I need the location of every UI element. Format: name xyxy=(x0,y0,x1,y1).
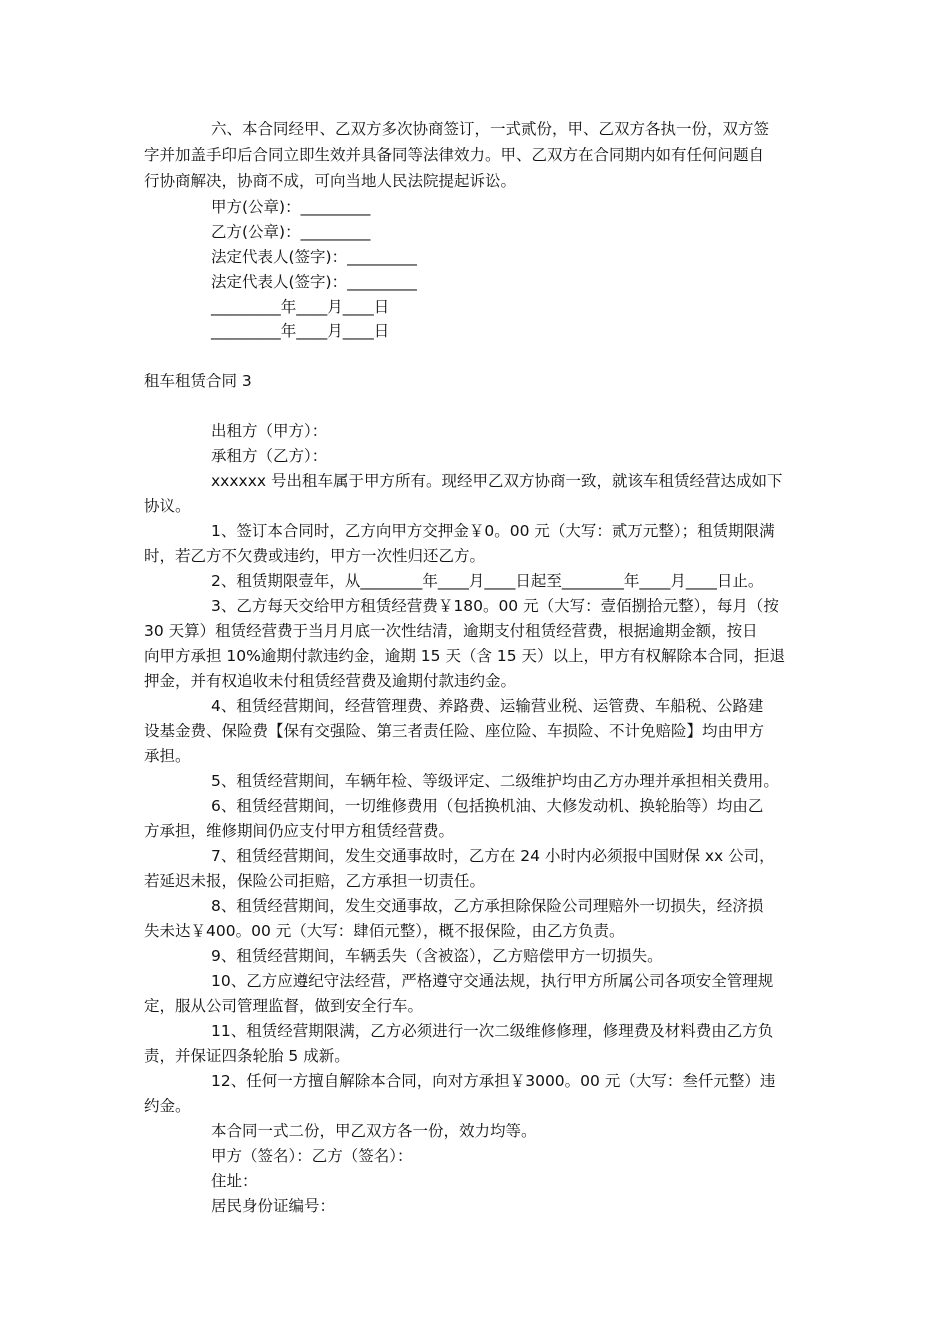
item-6-line-1: 6、租赁经营期间，一切维修费用（包括换机油、大修发动机、换轮胎等）均由乙 xyxy=(211,797,764,815)
clause-6-line-3: 行协商解决，协商不成，可向当地人民法院提起诉讼。 xyxy=(144,172,517,190)
item-4-line-3: 承担。 xyxy=(144,747,191,765)
item-12-line-2: 约金。 xyxy=(144,1097,191,1115)
item-9-line-1: 9、租赁经营期间，车辆丢失（含被盗），乙方赔偿甲方一切损失。 xyxy=(211,947,663,965)
clause-6-line-1: 六、本合同经甲、乙双方多次协商签订，一式贰份，甲、乙双方各执一份，双方签 xyxy=(211,120,770,138)
item-1-line-1: 1、签订本合同时，乙方向甲方交押金￥0。00 元（大写：贰万元整）；租赁期限满 xyxy=(211,522,775,540)
signature-party-b-seal: 乙方(公章)：_________ xyxy=(211,223,371,241)
item-10-line-1: 10、乙方应遵纪守法经营，严格遵守交通法规，执行甲方所属公司各项安全管理规 xyxy=(211,972,774,990)
item-5-line-1: 5、租赁经营期间，车辆年检、等级评定、二级维护均由乙方办理并承担相关费用。 xyxy=(211,772,779,790)
signature-legal-rep-1: 法定代表人(签字)：_________ xyxy=(211,248,417,266)
item-10-line-2: 定，服从公司管理监督，做到安全行车。 xyxy=(144,997,424,1015)
item-2-line-1: 2、租赁期限壹年，从________年____月____日起至________年____月____日止。 xyxy=(211,572,764,590)
signature-date-1: _________年____月____日 xyxy=(211,298,390,316)
item-11-line-1: 11、租赁经营期限满，乙方必须进行一次二级维修修理，修理费及材料费由乙方负 xyxy=(211,1022,774,1040)
closing-address: 住址： xyxy=(211,1172,258,1190)
item-7-line-1: 7、租赁经营期间，发生交通事故时，乙方在 24 小时内必须报中国财保 xx 公司， xyxy=(211,847,775,865)
intro-line-2: 协议。 xyxy=(144,497,191,515)
item-8-line-2: 失未达￥400。00 元（大写：肆佰元整），概不报保险，由乙方负责。 xyxy=(144,922,625,940)
item-7-line-2: 若延迟未报，保险公司拒赔，乙方承担一切责任。 xyxy=(144,872,486,890)
item-11-line-2: 责，并保证四条轮胎 5 成新。 xyxy=(144,1047,350,1065)
closing-copies: 本合同一式二份，甲乙双方各一份，效力均等。 xyxy=(211,1122,537,1140)
item-4-line-2: 设基金费、保险费【保有交强险、第三者责任险、座位险、车损险、不计免赔险】均由甲方 xyxy=(144,722,765,740)
item-1-line-2: 时，若乙方不欠费或违约，甲方一次性归还乙方。 xyxy=(144,547,486,565)
signature-legal-rep-2: 法定代表人(签字)：_________ xyxy=(211,273,417,291)
item-12-line-1: 12、任何一方擅自解除本合同，向对方承担￥3000。00 元（大写：叁仟元整）违 xyxy=(211,1072,776,1090)
intro-line-1: xxxxxx 号出租车属于甲方所有。现经甲乙双方协商一致，就该车租赁经营达成如下 xyxy=(211,472,783,490)
signature-party-a-seal: 甲方(公章)：_________ xyxy=(211,198,371,216)
item-3-line-4: 押金，并有权追收未付租赁经营费及逾期付款违约金。 xyxy=(144,672,517,690)
item-4-line-1: 4、租赁经营期间，经营管理费、养路费、运输营业税、运管费、车船税、公路建 xyxy=(211,697,764,715)
item-6-line-2: 方承担，维修期间仍应支付甲方租赁经营费。 xyxy=(144,822,455,840)
lessor-label: 出租方（甲方）： xyxy=(211,422,328,440)
item-3-line-2: 30 天算）租赁经营费于当月月底一次性结清，逾期支付租赁经营费，根据逾期金额，按日 xyxy=(144,622,758,640)
closing-signatures: 甲方（签名）：乙方（签名）： xyxy=(211,1147,413,1165)
item-3-line-3: 向甲方承担 10%逾期付款违约金，逾期 15 天（含 15 天）以上，甲方有权解除本合同，拒退 xyxy=(144,647,786,665)
item-8-line-1: 8、租赁经营期间，发生交通事故，乙方承担除保险公司理赔外一切损失，经济损 xyxy=(211,897,764,915)
signature-date-2: _________年____月____日 xyxy=(211,322,390,340)
item-3-line-1: 3、乙方每天交给甲方租赁经营费￥180。00 元（大写：壹佰捌拾元整），每月（按 xyxy=(211,597,779,615)
clause-6-line-2: 字并加盖手印后合同立即生效并具备同等法律效力。甲、乙双方在合同期内如有任何问题自 xyxy=(144,146,765,164)
closing-id-number: 居民身份证编号： xyxy=(211,1197,336,1215)
contract-3-title: 租车租赁合同 3 xyxy=(144,372,252,390)
lessee-label: 承租方（乙方）： xyxy=(211,447,328,465)
